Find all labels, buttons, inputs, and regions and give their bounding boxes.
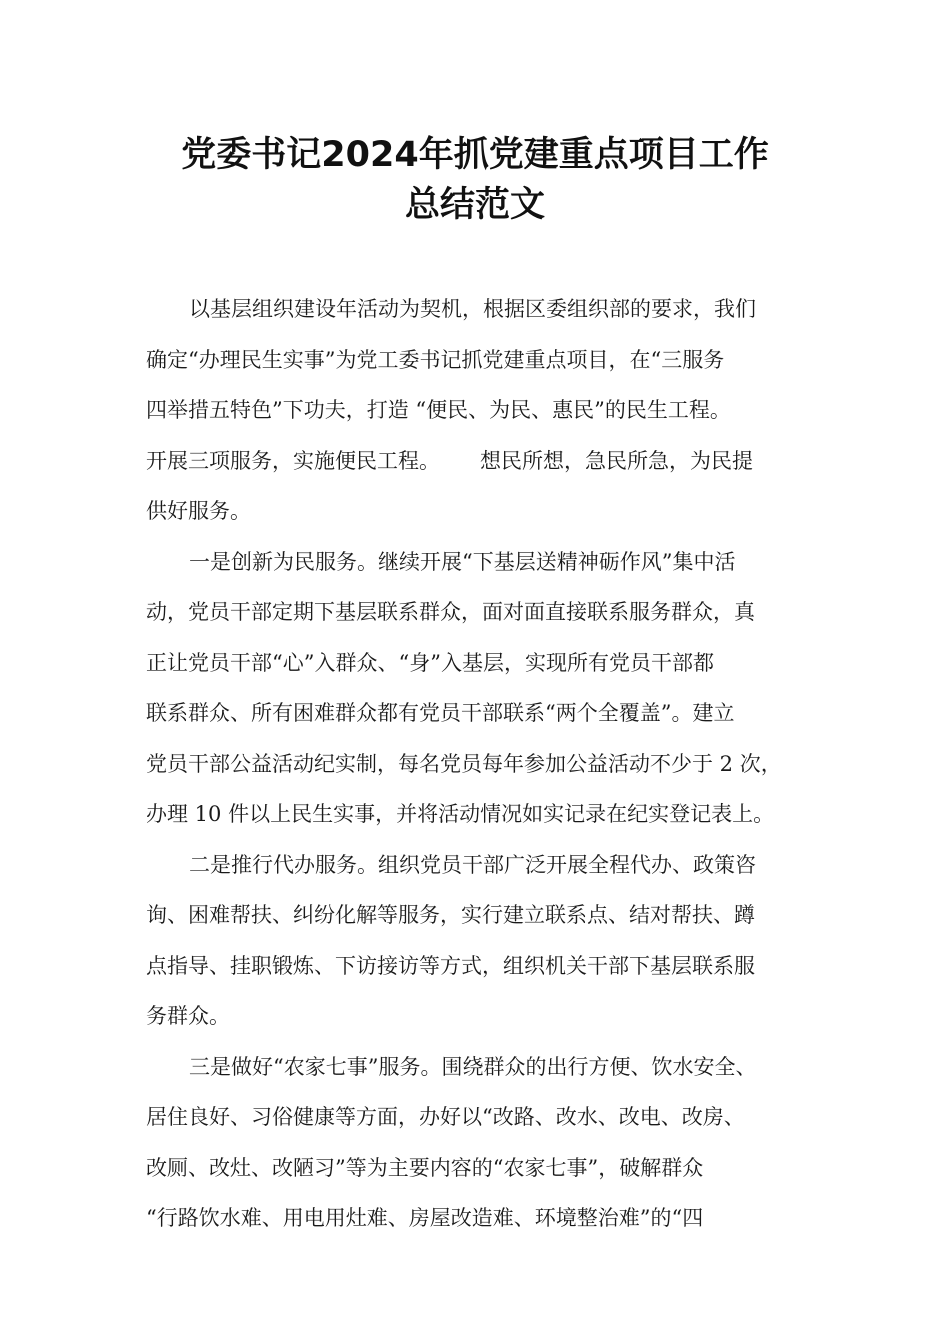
body-text-line: 正让党员干部“心”入群众、“身”入基层，实现所有党员干部都 (146, 650, 714, 675)
body-text-line: 供好服务。 (146, 499, 251, 523)
document-title-line-1: 党委书记2024年抓党建重点项目工作 (181, 135, 769, 175)
body-text-line: 办理 10 件以上民生实事，并将活动情况如实记录在纪实登记表上。 (146, 802, 775, 826)
body-text-line: 点指导、挂职锻炼、下访接访等方式，组织机关干部下基层联系服 (146, 953, 755, 978)
body-text-line: 确定“办理民生实事”为党工委书记抓党建重点项目，在“三服务 (146, 347, 725, 372)
body-text-line: “行路饮水难、用电用灶难、房屋改造难、环境整治难”的“四 (146, 1206, 704, 1230)
body-text-line: 询、困难帮扶、纠纷化解等服务，实行建立联系点、结对帮扶、蹲 (146, 903, 755, 927)
body-text-line: 三是做好“农家七事”服务。围绕群众的出行方便、饮水安全、 (189, 1054, 757, 1079)
body-text-line: 动，党员干部定期下基层联系群众，面对面直接联系服务群众，真 (146, 600, 755, 624)
body-text-line: 以基层组织建设年活动为契机，根据区委组织部的要求，我们 (189, 297, 756, 321)
body-text-line: 二是推行代办服务。组织党员干部广泛开展全程代办、政策咨 (189, 852, 756, 877)
body-text-line: 改厕、改灶、改陋习”等为主要内容的“农家七事”，破解群众 (146, 1155, 704, 1180)
body-text-line: 务群众。 (146, 1004, 230, 1028)
body-text-line: 党员干部公益活动纪实制，每名党员每年参加公益活动不少于 2 次， (146, 751, 782, 776)
body-text-line: 居住良好、习俗健康等方面，办好以“改路、改水、改电、改房、 (146, 1105, 745, 1129)
document-body (146, 284, 836, 1244)
body-text-line: 四举措五特色”下功夫，打造 “便民、为民、惠民”的民生工程。 (146, 398, 731, 422)
body-text-line: 联系群众、所有困难群众都有党员干部联系“两个全覆盖”。建立 (146, 701, 735, 725)
body-text-line: 开展三项服务，实施便民工程。 想民所想，急民所急，为民提 (146, 448, 754, 473)
document-title-line-2: 总结范文 (404, 185, 545, 225)
body-text-line: 一是创新为民服务。继续开展“下基层送精神砺作风”集中活 (189, 549, 736, 574)
